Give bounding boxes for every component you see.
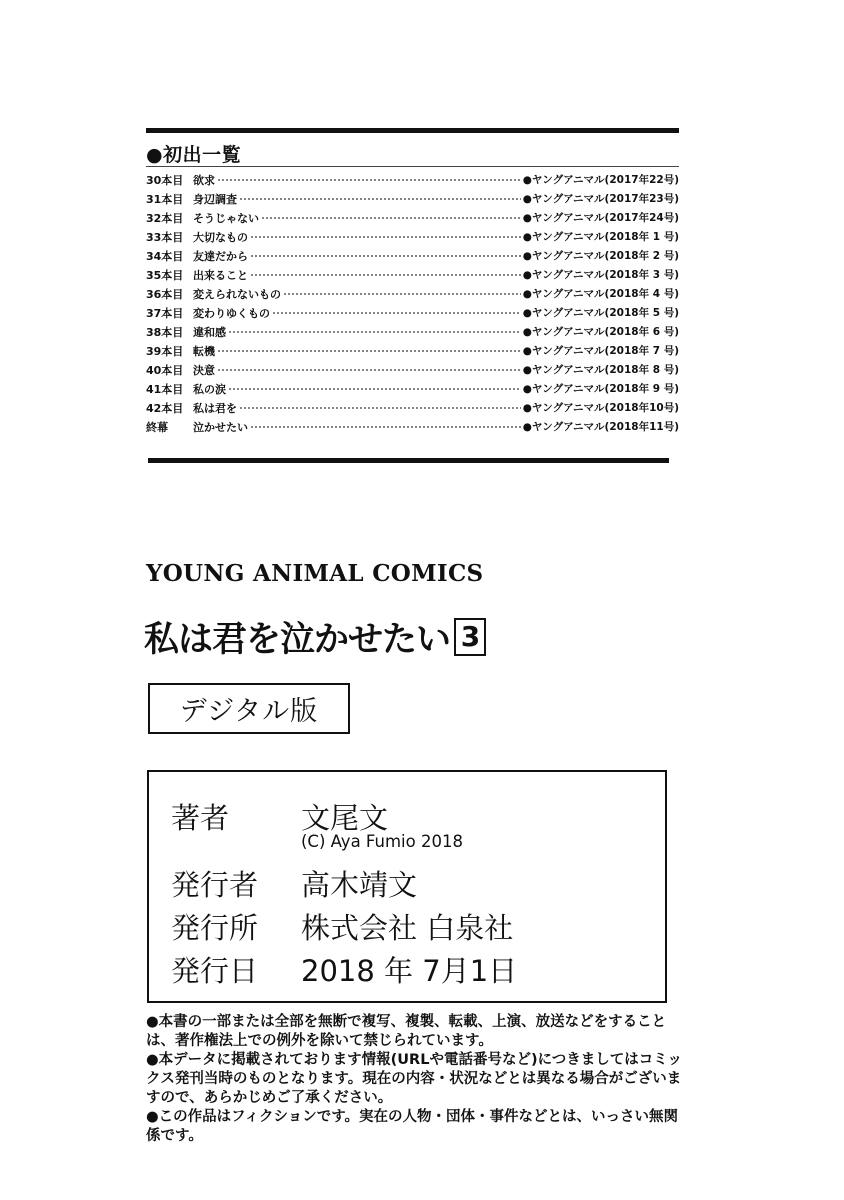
- list-item: [146, 227, 679, 246]
- magazine-issue: ●ヤングアニマル(2017年24号): [522, 212, 679, 224]
- list-item: [146, 208, 679, 227]
- leader-dots: [250, 426, 521, 428]
- list-item: [146, 246, 679, 265]
- chapter-number: 40本目: [146, 363, 184, 377]
- magazine-issue: ●ヤングアニマル(2018年 1 号): [522, 231, 679, 243]
- leader-dots: [250, 274, 521, 276]
- heading-underline: [146, 166, 679, 167]
- leader-dots: [228, 331, 521, 333]
- chapter-number: 終幕: [146, 420, 168, 434]
- magazine-issue: ●ヤングアニマル(2017年22号): [522, 174, 679, 186]
- chapter-number: 42本目: [146, 401, 184, 415]
- chapter-title: 身辺調査: [193, 192, 237, 206]
- chapter-number: 34本目: [146, 249, 184, 263]
- magazine-issue: ●ヤングアニマル(2018年 4 号): [522, 288, 679, 300]
- magazine-issue: ●ヤングアニマル(2018年10号): [522, 402, 679, 414]
- chapter-number: 31本目: [146, 192, 184, 206]
- list-item: [146, 189, 679, 208]
- list-item: [146, 398, 679, 417]
- list-item: [146, 341, 679, 360]
- list-item: [146, 360, 679, 379]
- note-fiction: ●この作品はフィクションです。実在の人物・団体・事件などとは、いっさい無関係です。: [146, 1109, 679, 1144]
- first-publication-list: [146, 170, 679, 436]
- list-item: [146, 322, 679, 341]
- chapter-number: 33本目: [146, 230, 184, 244]
- publisher-name: 高木靖文: [301, 868, 418, 902]
- first-publication-heading: ●初出一覧: [146, 144, 242, 166]
- magazine-issue: ●ヤングアニマル(2018年 2 号): [522, 250, 679, 262]
- magazine-issue: ●ヤングアニマル(2018年11号): [522, 421, 679, 433]
- note-copyright: ●本書の一部または全部を無断で複写、複製、転載、上演、放送などをすることは、著作権法上での例外を除いて禁じられています。: [146, 1014, 667, 1049]
- chapter-number: 32本目: [146, 211, 184, 225]
- leader-dots: [239, 198, 521, 200]
- chapter-title: 変えられないもの: [193, 287, 281, 301]
- volume-number-box: 3: [454, 618, 486, 656]
- edition-box: [148, 683, 350, 734]
- chapter-title: 大切なもの: [193, 230, 248, 244]
- legal-notes: [146, 1013, 686, 1146]
- note-information: ●本データに掲載されております情報(URLや電話番号など)につきましてはコミックス発刊当時のものとなります。現在の内容・状況などとは異なる場合がございますので、あらかじめご了承ください。: [146, 1052, 683, 1106]
- chapter-number: 30本目: [146, 173, 184, 187]
- chapter-title: 出来ること: [193, 268, 248, 282]
- book-title: [144, 612, 486, 662]
- leader-dots: [217, 350, 521, 352]
- chapter-title: 変わりゆくもの: [193, 306, 270, 320]
- chapter-title: 友達だから: [193, 249, 248, 263]
- company-name: 株式会社 白泉社: [301, 911, 514, 945]
- chapter-number: 37本目: [146, 306, 184, 320]
- chapter-title: そうじゃない: [193, 211, 259, 225]
- leader-dots: [239, 407, 521, 409]
- series-name: YOUNG ANIMAL COMICS: [146, 560, 484, 587]
- chapter-number: 38本目: [146, 325, 184, 339]
- list-item: [146, 417, 679, 436]
- chapter-title: 私の涙: [193, 382, 226, 396]
- chapter-title: 欲求: [193, 173, 215, 187]
- leader-dots: [217, 179, 521, 181]
- magazine-issue: ●ヤングアニマル(2018年 8 号): [522, 364, 679, 376]
- list-item: [146, 379, 679, 398]
- chapter-title: 転機: [193, 344, 215, 358]
- book-title-text: 私は君を泣かせたい: [144, 620, 451, 660]
- leader-dots: [283, 293, 521, 295]
- chapter-number: 39本目: [146, 344, 184, 358]
- copyright-notice: (C) Aya Fumio 2018: [301, 832, 463, 851]
- leader-dots: [261, 217, 521, 219]
- list-item: [146, 265, 679, 284]
- author-label: 著者: [171, 801, 230, 835]
- magazine-issue: ●ヤングアニマル(2017年23号): [522, 193, 679, 205]
- leader-dots: [228, 388, 521, 390]
- chapter-title: 決意: [193, 363, 215, 377]
- chapter-number: 35本目: [146, 268, 184, 282]
- colophon-box: [147, 770, 667, 1003]
- list-item: [146, 284, 679, 303]
- edition-label: デジタル版: [179, 696, 319, 727]
- top-rule: [146, 128, 679, 133]
- chapter-number: 36本目: [146, 287, 184, 301]
- magazine-issue: ●ヤングアニマル(2018年 9 号): [522, 383, 679, 395]
- magazine-issue: ●ヤングアニマル(2018年 6 号): [522, 326, 679, 338]
- chapter-title: 違和感: [193, 325, 226, 339]
- chapter-number: 41本目: [146, 382, 184, 396]
- magazine-issue: ●ヤングアニマル(2018年 7 号): [522, 345, 679, 357]
- publish-date: 2018 年 7月1日: [301, 954, 518, 988]
- company-label: 発行所: [171, 911, 259, 945]
- magazine-issue: ●ヤングアニマル(2018年 3 号): [522, 269, 679, 281]
- list-item: [146, 303, 679, 322]
- leader-dots: [217, 369, 521, 371]
- chapter-title: 私は君を: [193, 401, 237, 415]
- leader-dots: [250, 255, 521, 257]
- leader-dots: [272, 312, 521, 314]
- magazine-issue: ●ヤングアニマル(2018年 5 号): [522, 307, 679, 319]
- list-item: [146, 170, 679, 189]
- publisher-label: 発行者: [171, 868, 259, 902]
- bottom-rule: [148, 458, 669, 463]
- author-name: 文尾文: [301, 801, 389, 835]
- leader-dots: [250, 236, 521, 238]
- chapter-title: 泣かせたい: [193, 420, 248, 434]
- date-label: 発行日: [171, 954, 259, 988]
